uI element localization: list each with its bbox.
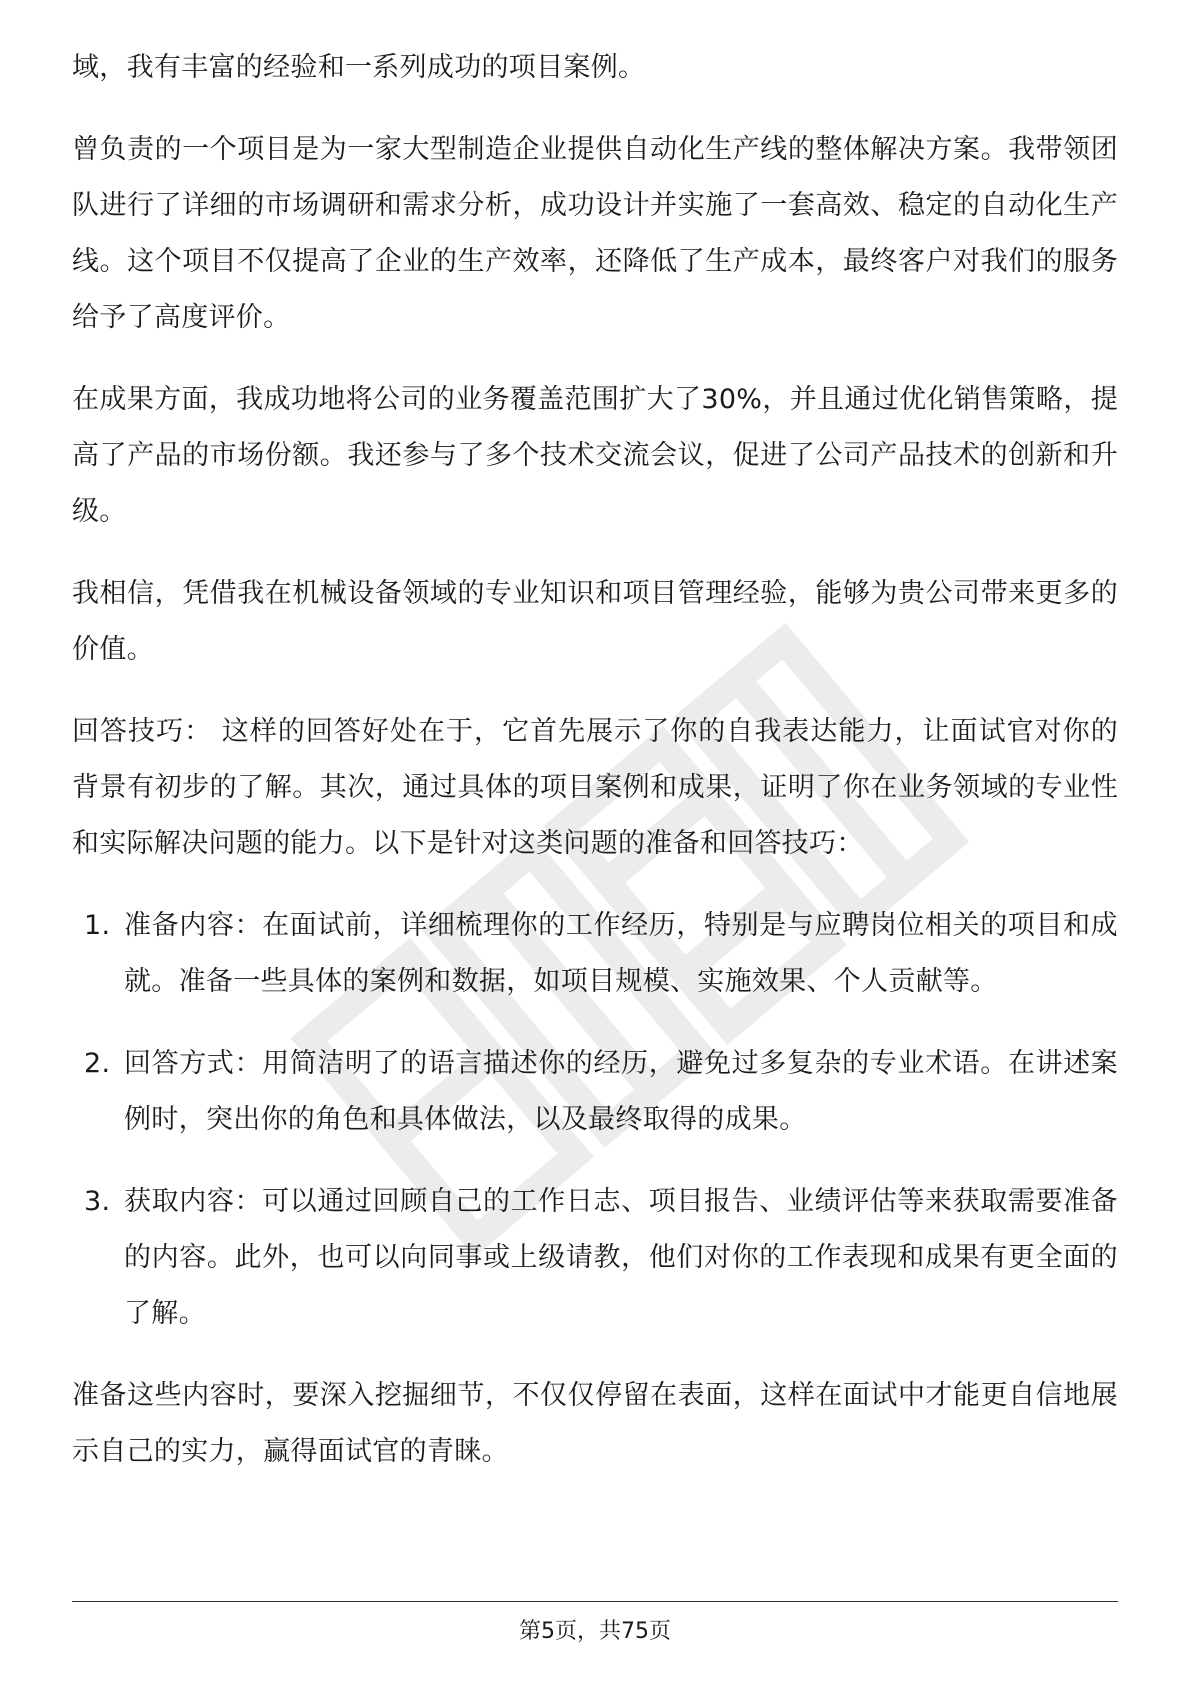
paragraph-project-experience: 曾负责的一个项目是为一家大型制造企业提供自动化生产线的整体解决方案。我带领团队进行了详细的市场调研和需求分析，成功设计并实施了一套高效、稳定的自动化生产线。这个项目不仅提高了企业的生产效率，还降低了生产成本，最终客户对我们的服务给予了高度评价。 (72, 134, 1118, 333)
paragraph-achievements: 在成果方面，我成功地将公司的业务覆盖范围扩大了30%，并且通过优化销售策略，提高了产品的市场份额。我还参与了多个技术交流会议，促进了公司产品技术的创新和升级。 (72, 384, 1118, 527)
document-body (72, 40, 1118, 1506)
list-item-text: 准备内容：在面试前，详细梳理你的工作经历，特别是与应聘岗位相关的项目和成就。准备一些具体的案例和数据，如项目规模、实施效果、个人贡献等。 (124, 910, 1118, 997)
list-item (72, 1174, 1118, 1342)
page-number: 第5页，共75页 (519, 1619, 671, 1644)
list-item (72, 1036, 1118, 1148)
list-item-text: 获取内容：可以通过回顾自己的工作日志、项目报告、业绩评估等来获取需要准备的内容。此外，也可以向同事或上级请教，他们对你的工作表现和成果有更全面的了解。 (124, 1186, 1118, 1329)
tips-list (72, 898, 1118, 1342)
list-item-number: 3. (84, 1186, 111, 1217)
list-item-text: 回答方式：用简洁明了的语言描述你的经历，避免过多复杂的专业术语。在讲述案例时，突出你的角色和具体做法，以及最终取得的成果。 (124, 1048, 1118, 1135)
paragraph-intro-continuation: 域，我有丰富的经验和一系列成功的项目案例。 (72, 52, 646, 83)
paragraph-closing: 准备这些内容时，要深入挖掘细节，不仅仅停留在表面，这样在面试中才能更自信地展示自己的实力，赢得面试官的青睐。 (72, 1380, 1118, 1467)
paragraph-answer-tips: 回答技巧： 这样的回答好处在于，它首先展示了你的自我表达能力，让面试官对你的背景有初步的了解。其次，通过具体的项目案例和成果，证明了你在业务领域的专业性和实际解决问题的能力。以下是针对这类问题的准备和回答技巧： (72, 716, 1118, 859)
list-item-number: 2. (84, 1048, 111, 1079)
list-item-number: 1. (84, 910, 111, 941)
list-item (72, 898, 1118, 1010)
paragraph-value-statement: 我相信，凭借我在机械设备领域的专业知识和项目管理经验，能够为贵公司带来更多的价值。 (72, 578, 1118, 665)
footer-divider (72, 1601, 1118, 1602)
